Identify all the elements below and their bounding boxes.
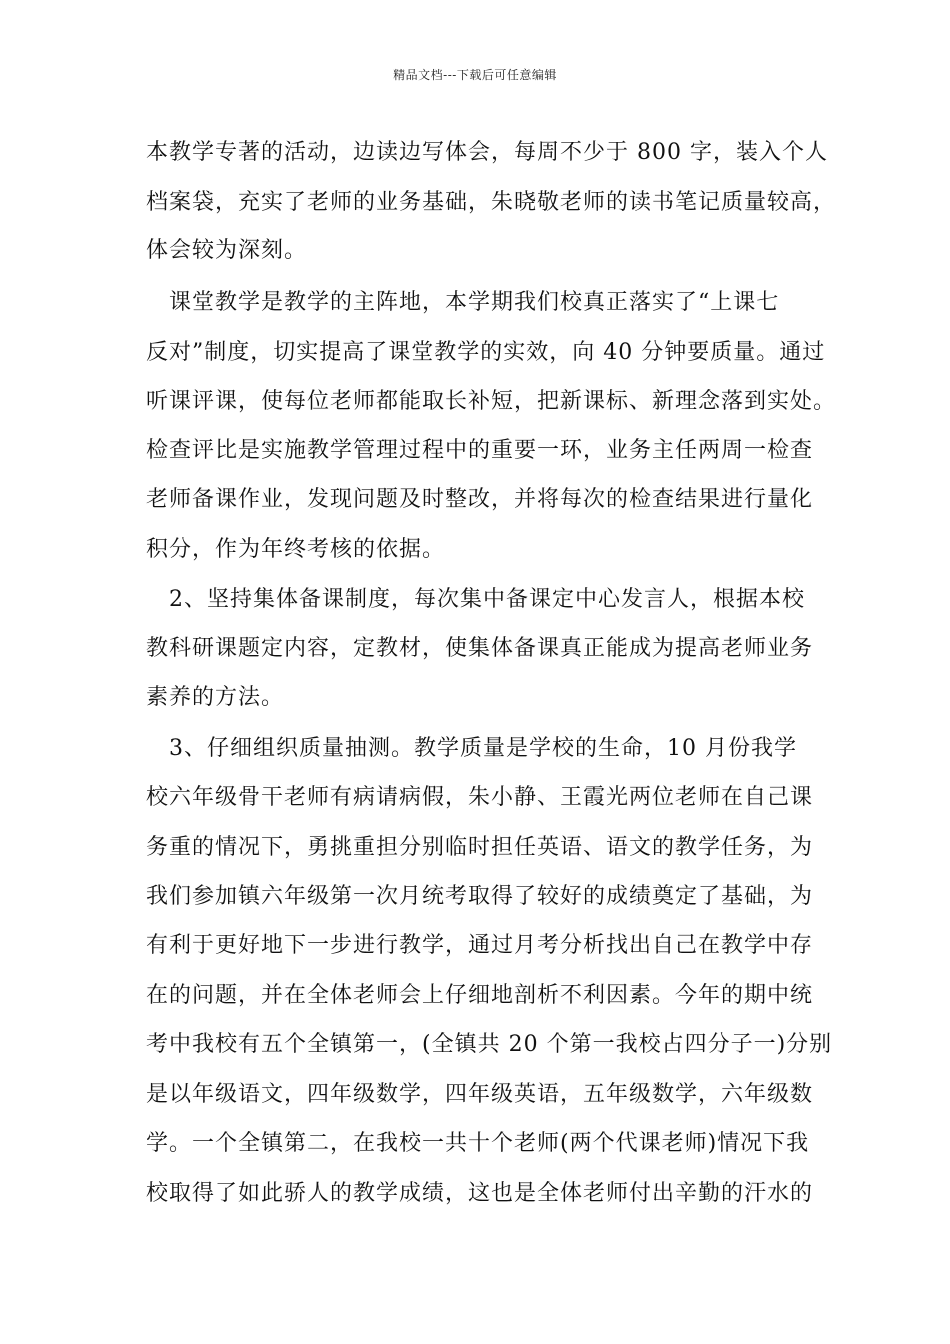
body-text-line: 老师备课作业，发现问题及时整改，并将每次的检查结果进行量化 bbox=[146, 487, 814, 512]
body-text-line: 教科研课题定内容，定教材，使集体备课真正能成为提高老师业务 bbox=[146, 636, 814, 661]
body-text-line: 听课评课，使每位老师都能取长补短，把新课标、新理念落到实处。 bbox=[146, 389, 837, 414]
body-text-line: 本教学专著的活动，边读边写体会，每周不少于 800 字，装入个人 bbox=[146, 140, 828, 165]
body-text-line: 体会较为深刻。 bbox=[146, 238, 308, 263]
body-text-line: 在的问题，并在全体老师会上仔细地剖析不利因素。今年的期中统 bbox=[146, 983, 814, 1008]
body-text-line: 2、坚持集体备课制度，每次集中备课定中心发言人，根据本校 bbox=[146, 587, 805, 612]
body-text-line: 反对”制度，切实提高了课堂教学的实效，向 40 分钟要质量。通过 bbox=[146, 340, 826, 365]
body-text-line: 3、仔细组织质量抽测。教学质量是学校的生命，10 月份我学 bbox=[146, 736, 797, 761]
page-header: 精品文档---下载后可任意编辑 bbox=[393, 68, 557, 82]
body-text-line: 校取得了如此骄人的教学成绩，这也是全体老师付出辛勤的汗水的 bbox=[146, 1181, 814, 1206]
body-text-line: 务重的情况下，勇挑重担分别临时担任英语、语文的教学任务，为 bbox=[146, 835, 814, 860]
body-text-line: 学。一个全镇第二，在我校一共十个老师(两个代课老师)情况下我 bbox=[146, 1131, 810, 1156]
body-text-line: 是以年级语文，四年级数学，四年级英语，五年级数学，六年级数 bbox=[146, 1082, 814, 1107]
body-text-line: 有利于更好地下一步进行教学，通过月考分析找出自己在教学中存 bbox=[146, 933, 814, 958]
body-text-line: 校六年级骨干老师有病请病假，朱小静、王霞光两位老师在自己课 bbox=[146, 785, 814, 810]
body-text-line: 我们参加镇六年级第一次月统考取得了较好的成绩奠定了基础，为 bbox=[146, 884, 814, 909]
body-text-line: 课堂教学是教学的主阵地，本学期我们校真正落实了“上课七 bbox=[146, 290, 780, 315]
body-text-line: 考中我校有五个全镇第一，(全镇共 20 个第一我校占四分子一)分别 bbox=[146, 1032, 833, 1057]
body-text-line: 档案袋，充实了老师的业务基础，朱晓敬老师的读书笔记质量较高， bbox=[146, 190, 837, 215]
body-text-line: 检查评比是实施教学管理过程中的重要一环，业务主任两周一检查 bbox=[146, 438, 814, 463]
body-text-line: 积分，作为年终考核的依据。 bbox=[146, 537, 446, 562]
body-text-line: 素养的方法。 bbox=[146, 685, 285, 710]
